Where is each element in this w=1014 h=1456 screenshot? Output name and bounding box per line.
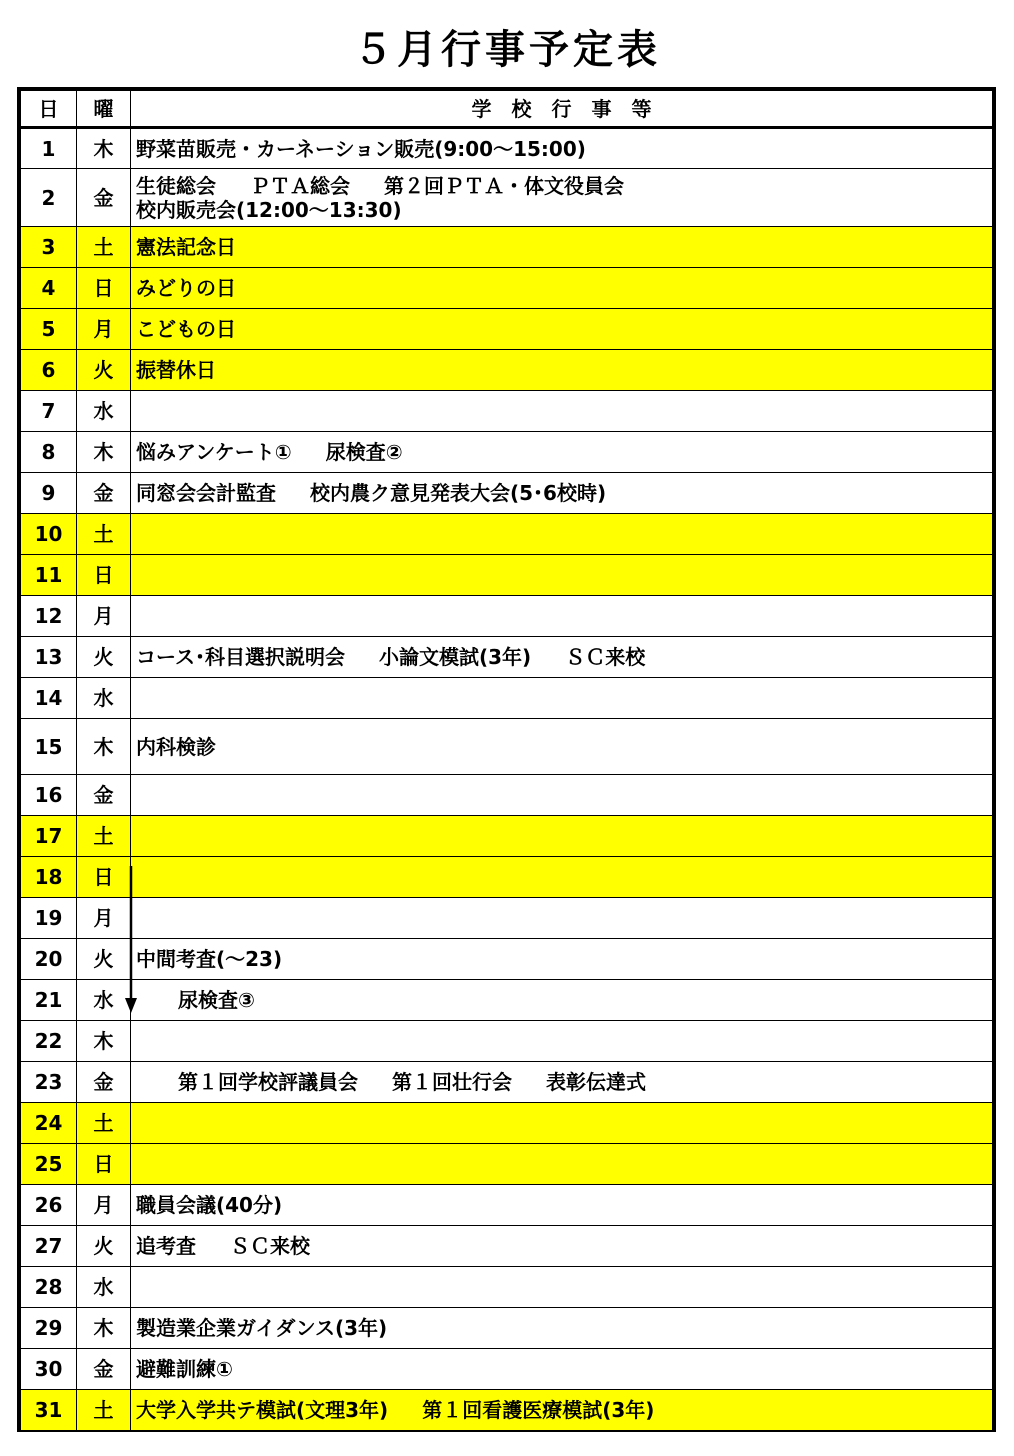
- events-cell: [131, 596, 993, 637]
- day-cell: 20: [21, 939, 77, 980]
- table-row: [21, 678, 993, 719]
- weekday-cell: 水: [77, 980, 131, 1021]
- events-line: [136, 276, 992, 300]
- weekday-cell: 日: [77, 1144, 131, 1185]
- events-cell: [131, 857, 993, 898]
- day-cell: 26: [21, 1185, 77, 1226]
- table-row: [21, 857, 993, 898]
- day-cell: 31: [21, 1390, 77, 1431]
- events-cell: [131, 391, 993, 432]
- events-line: [136, 645, 992, 669]
- events-line: [136, 137, 992, 161]
- table-row: [21, 1308, 993, 1349]
- day-cell: 29: [21, 1308, 77, 1349]
- day-cell: 16: [21, 775, 77, 816]
- events-cell: [131, 1185, 993, 1226]
- events-cell: [131, 128, 993, 169]
- events-cell: [131, 555, 993, 596]
- table-row: [21, 816, 993, 857]
- events-line: [136, 1357, 992, 1381]
- events-line: [136, 1193, 992, 1217]
- events-cell: [131, 678, 993, 719]
- schedule-table: [20, 90, 993, 1431]
- day-cell: 8: [21, 432, 77, 473]
- weekday-cell: 金: [77, 169, 131, 227]
- events-line: [136, 1070, 992, 1094]
- events-line: [136, 235, 992, 259]
- events-cell: [131, 1021, 993, 1062]
- event-item: 憲法記念日: [136, 235, 236, 259]
- event-item: 小論文模試(3年): [379, 645, 532, 669]
- weekday-cell: 金: [77, 1062, 131, 1103]
- weekday-cell: 水: [77, 391, 131, 432]
- event-item: 校内販売会(12:00～13:30): [136, 197, 402, 222]
- events-cell: [131, 1349, 993, 1390]
- table-row: [21, 1021, 993, 1062]
- table-row: [21, 719, 993, 775]
- weekday-cell: 金: [77, 775, 131, 816]
- event-item: 第２回ＰＴＡ・体文役員会: [384, 173, 624, 198]
- weekday-cell: 土: [77, 1103, 131, 1144]
- weekday-cell: 火: [77, 350, 131, 391]
- table-row: [21, 1144, 993, 1185]
- weekday-cell: 月: [77, 898, 131, 939]
- events-line: [136, 1316, 992, 1340]
- table-row: [21, 637, 993, 678]
- weekday-cell: 金: [77, 473, 131, 514]
- event-item: ＳＣ来校: [565, 645, 646, 669]
- events-cell: [131, 1103, 993, 1144]
- event-item: 第１回壮行会: [392, 1070, 512, 1094]
- events-line: [136, 988, 992, 1012]
- events-cell: [131, 898, 993, 939]
- events-line: [136, 947, 992, 971]
- page-title: ５月行事予定表: [353, 27, 661, 73]
- table-row: [21, 514, 993, 555]
- table-row: [21, 432, 993, 473]
- event-item: 校内農ク意見発表大会(5･6校時): [310, 481, 607, 505]
- event-item: 振替休日: [136, 358, 216, 382]
- weekday-cell: 日: [77, 857, 131, 898]
- table-row: [21, 1103, 993, 1144]
- events-line: [136, 358, 992, 382]
- day-cell: 1: [21, 128, 77, 169]
- weekday-cell: 火: [77, 939, 131, 980]
- weekday-cell: 木: [77, 1308, 131, 1349]
- day-cell: 15: [21, 719, 77, 775]
- down-arrow-icon: [124, 866, 138, 1014]
- events-line: [136, 1234, 992, 1258]
- events-line: [136, 735, 992, 759]
- day-cell: 5: [21, 309, 77, 350]
- weekday-cell: 火: [77, 637, 131, 678]
- schedule-body: [21, 128, 993, 1431]
- day-cell: 6: [21, 350, 77, 391]
- weekday-cell: 水: [77, 1267, 131, 1308]
- events-cell: [131, 432, 993, 473]
- event-item: ＳＣ来校: [230, 1234, 310, 1258]
- events-cell: [131, 939, 993, 980]
- events-cell: [131, 514, 993, 555]
- weekday-cell: 月: [77, 1185, 131, 1226]
- events-cell: [131, 1308, 993, 1349]
- table-row: [21, 596, 993, 637]
- events-cell: [131, 227, 993, 268]
- events-cell: [131, 1144, 993, 1185]
- table-row: [21, 775, 993, 816]
- event-item: 中間考査(～23): [136, 947, 283, 971]
- event-item: 職員会議(40分): [136, 1193, 283, 1217]
- event-item: 内科検診: [136, 734, 216, 759]
- day-cell: 18: [21, 857, 77, 898]
- header-row: [21, 91, 993, 128]
- events-line: [136, 440, 992, 464]
- event-item: 野菜苗販売・カーネーション販売(9:00～15:00): [136, 136, 586, 161]
- table-row: [21, 1267, 993, 1308]
- table-row: [21, 391, 993, 432]
- header-events: 学 校 行 事 等: [131, 91, 993, 128]
- events-cell: [131, 719, 993, 775]
- table-row: [21, 350, 993, 391]
- table-row: [21, 898, 993, 939]
- weekday-cell: 土: [77, 227, 131, 268]
- day-cell: 3: [21, 227, 77, 268]
- weekday-cell: 水: [77, 678, 131, 719]
- events-cell: [131, 350, 993, 391]
- weekday-cell: 土: [77, 514, 131, 555]
- table-row: [21, 309, 993, 350]
- table-row: [21, 1226, 993, 1267]
- table-row: [21, 169, 993, 227]
- day-cell: 30: [21, 1349, 77, 1390]
- event-item: 生徒総会: [136, 173, 216, 198]
- event-item: 悩みアンケート①: [136, 440, 292, 464]
- weekday-cell: 土: [77, 1390, 131, 1431]
- event-item: 大学入学共テ模試(文理3年): [136, 1398, 389, 1422]
- event-item: こどもの日: [136, 317, 236, 341]
- events-line: [136, 481, 992, 505]
- table-row: [21, 1349, 993, 1390]
- event-item: コース･科目選択説明会: [136, 645, 345, 669]
- day-cell: 23: [21, 1062, 77, 1103]
- day-cell: 27: [21, 1226, 77, 1267]
- weekday-cell: 土: [77, 816, 131, 857]
- weekday-cell: 日: [77, 555, 131, 596]
- weekday-cell: 木: [77, 1021, 131, 1062]
- day-cell: 17: [21, 816, 77, 857]
- event-item: 同窓会会計監査: [136, 481, 276, 505]
- events-cell: [131, 268, 993, 309]
- events-cell: [131, 169, 993, 227]
- table-row: [21, 555, 993, 596]
- day-cell: 25: [21, 1144, 77, 1185]
- day-cell: 7: [21, 391, 77, 432]
- day-cell: 28: [21, 1267, 77, 1308]
- events-cell: [131, 1226, 993, 1267]
- events-line: [136, 317, 992, 341]
- events-cell: [131, 775, 993, 816]
- events-cell: [131, 816, 993, 857]
- day-cell: 13: [21, 637, 77, 678]
- table-row: [21, 1185, 993, 1226]
- event-item: 第１回看護医療模試(3年): [422, 1398, 655, 1422]
- table-row: [21, 980, 993, 1021]
- day-cell: 19: [21, 898, 77, 939]
- events-cell: [131, 1390, 993, 1431]
- event-item: 尿検査③: [178, 988, 255, 1012]
- header-weekday: 曜: [77, 91, 131, 128]
- day-cell: 11: [21, 555, 77, 596]
- schedule-table-container: [17, 87, 996, 1432]
- events-cell: [131, 1062, 993, 1103]
- day-cell: 9: [21, 473, 77, 514]
- weekday-cell: 月: [77, 309, 131, 350]
- weekday-cell: 月: [77, 596, 131, 637]
- day-cell: 24: [21, 1103, 77, 1144]
- events-cell: [131, 637, 993, 678]
- table-row: [21, 473, 993, 514]
- day-cell: 12: [21, 596, 77, 637]
- weekday-cell: 金: [77, 1349, 131, 1390]
- events-cell: [131, 309, 993, 350]
- weekday-cell: 日: [77, 268, 131, 309]
- table-row: [21, 227, 993, 268]
- events-cell: [131, 980, 993, 1021]
- day-cell: 4: [21, 268, 77, 309]
- weekday-cell: 火: [77, 1226, 131, 1267]
- event-item: 追考査: [136, 1234, 196, 1258]
- day-cell: 14: [21, 678, 77, 719]
- weekday-cell: 木: [77, 432, 131, 473]
- header-day: 日: [21, 91, 77, 128]
- events-line: [136, 174, 992, 198]
- weekday-cell: 木: [77, 719, 131, 775]
- day-cell: 10: [21, 514, 77, 555]
- events-cell: [131, 1267, 993, 1308]
- table-row: [21, 939, 993, 980]
- day-cell: 22: [21, 1021, 77, 1062]
- event-item: みどりの日: [136, 276, 236, 300]
- event-item: 製造業企業ガイダンス(3年): [136, 1316, 388, 1340]
- table-row: [21, 1062, 993, 1103]
- day-cell: 21: [21, 980, 77, 1021]
- table-row: [21, 1390, 993, 1431]
- event-item: ＰＴＡ総会: [250, 173, 350, 198]
- day-cell: 2: [21, 169, 77, 227]
- weekday-cell: 木: [77, 128, 131, 169]
- table-row: [21, 128, 993, 169]
- event-item: 第１回学校評議員会: [178, 1070, 358, 1094]
- event-item: 尿検査②: [325, 440, 403, 464]
- event-item: 表彰伝達式: [546, 1070, 646, 1094]
- events-cell: [131, 473, 993, 514]
- events-line: [136, 1398, 992, 1422]
- table-row: [21, 268, 993, 309]
- event-item: 避難訓練①: [136, 1357, 233, 1381]
